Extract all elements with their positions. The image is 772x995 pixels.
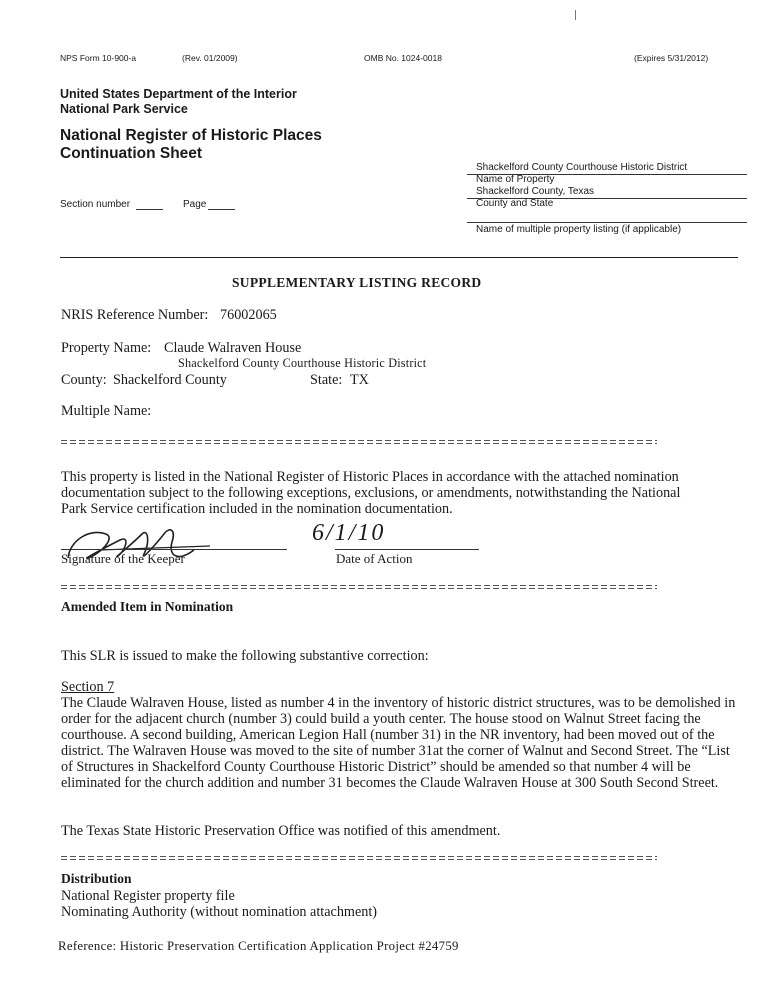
signature-rule xyxy=(61,549,287,550)
slr-title: SUPPLEMENTARY LISTING RECORD xyxy=(232,275,482,290)
multiple-name-label: Multiple Name: xyxy=(61,403,152,419)
shpo-notice: The Texas State Historic Preservation Office was notified of this amendment. xyxy=(61,823,501,839)
state-field-label: State: xyxy=(310,372,343,388)
sheet-title-line-1: National Register of Historic Places xyxy=(60,127,322,144)
agency-line-2: National Park Service xyxy=(60,102,188,116)
section-number-blank xyxy=(136,209,163,210)
amended-text-line: order for the adjacent church (number 3) could build a youth center. The house stood on Walnut Street facing the xyxy=(61,711,701,727)
amended-text-line: The Claude Walraven House, listed as number 4 in the inventory of historic district structures, was to be demolished in xyxy=(61,695,736,711)
date-rule xyxy=(335,549,479,550)
county-state-value: Shackelford County, Texas xyxy=(476,186,595,197)
amended-text-line: eliminated for the church addition and number 31 becomes the Claude Walraven House at 300 South Second Street. xyxy=(61,775,719,791)
property-name-value: Shackelford County Courthouse Historic District xyxy=(476,162,688,173)
form-revision: (Rev. 01/2009) xyxy=(182,53,238,63)
agency-line-1: United States Department of the Interior xyxy=(60,87,297,101)
separator-double-dash xyxy=(61,440,657,446)
property-name-label: Name of Property xyxy=(476,174,555,185)
nris-label: NRIS Reference Number: xyxy=(61,307,209,323)
county-field-value: Shackelford County xyxy=(113,372,227,388)
action-date-handwritten: 6/1/10 xyxy=(312,520,386,546)
separator-double-dash xyxy=(61,585,657,591)
amended-heading: Amended Item in Nomination xyxy=(61,599,234,614)
form-number: NPS Form 10-900-a xyxy=(60,53,137,63)
county-field-label: County: xyxy=(61,372,107,388)
multiple-listing-rule xyxy=(467,222,747,223)
amended-intro: This SLR is issued to make the following substantive correction: xyxy=(61,648,429,664)
state-field-value: TX xyxy=(350,372,369,388)
scan-mark xyxy=(575,10,576,20)
statement-line-1: This property is listed in the National Register of Historic Places in accordance with the attached nomination xyxy=(61,469,679,485)
separator-double-dash xyxy=(61,856,657,862)
page-label: Page xyxy=(183,199,207,210)
statement-line-3: Park Service certification included in the nomination documentation. xyxy=(61,501,453,517)
multiple-listing-label: Name of multiple property listing (if applicable) xyxy=(476,224,682,235)
omb-number: OMB No. 1024-0018 xyxy=(364,53,442,63)
amended-text-line: courthouse. A second building, American Legion Hall (number 31) in the NR inventory, had been moved out of the xyxy=(61,727,715,743)
distribution-item: Nominating Authority (without nomination attachment) xyxy=(61,904,378,920)
property-name-field-label: Property Name: xyxy=(61,340,152,356)
property-district-value: Shackelford County Courthouse Historic District xyxy=(178,356,427,370)
page-blank xyxy=(208,209,235,210)
distribution-heading: Distribution xyxy=(61,871,132,886)
amended-text-line: of Structures in Shackelford County Courthouse Historic District” should be amended so that number 4 will be xyxy=(61,759,691,775)
county-state-label: County and State xyxy=(476,198,554,209)
amended-text-line: district. The Walraven House was moved to the site of number 31at the corner of Walnut and Second Street. The “List xyxy=(61,743,730,759)
section-number-label: Section number xyxy=(60,199,131,210)
signature-keeper-label: Signature of the Keeper xyxy=(61,551,185,566)
sheet-title-line-2: Continuation Sheet xyxy=(60,145,203,162)
property-name-field-value: Claude Walraven House xyxy=(164,340,302,356)
distribution-item: National Register property file xyxy=(61,888,235,904)
reference-line: Reference: Historic Preservation Certification Application Project #24759 xyxy=(58,939,459,953)
statement-line-2: documentation subject to the following exceptions, exclusions, or amendments, notwithstanding the National xyxy=(61,485,681,501)
expiration-date: (Expires 5/31/2012) xyxy=(634,53,709,63)
header-divider xyxy=(60,257,738,258)
date-of-action-label: Date of Action xyxy=(336,551,413,566)
nris-value: 76002065 xyxy=(220,307,277,323)
amended-section-title: Section 7 xyxy=(61,679,115,695)
